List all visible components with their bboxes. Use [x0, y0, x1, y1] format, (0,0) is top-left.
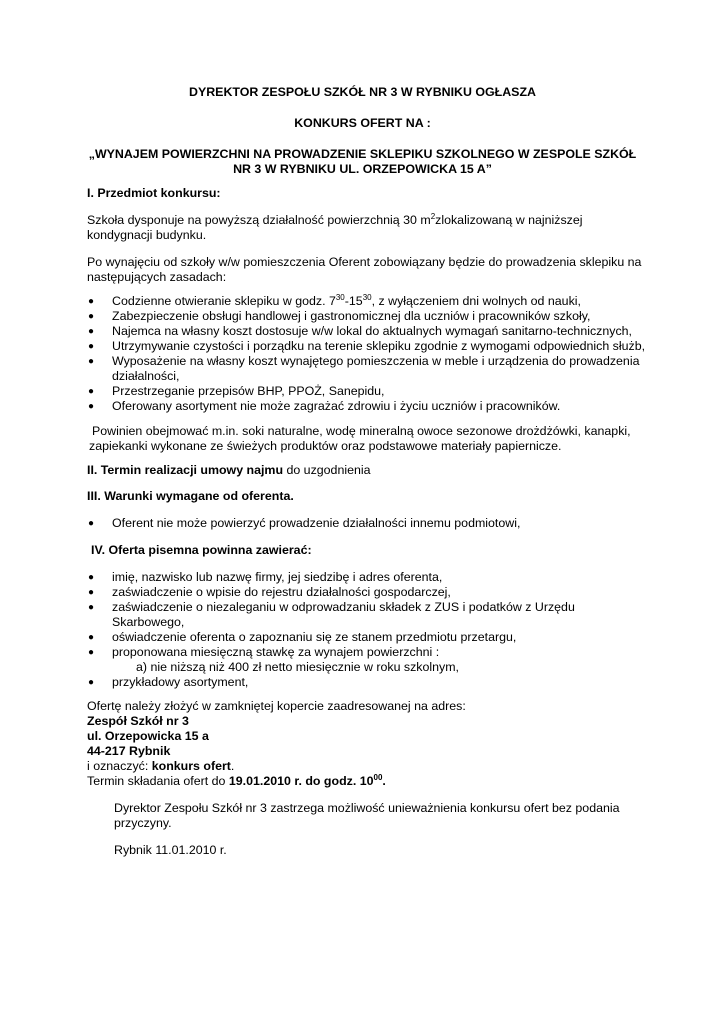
hours-text: Codzienne otwieranie sklepiku w godz. 7	[112, 294, 336, 308]
deadline-date: 19.01.2010 r. do godz. 10	[228, 774, 374, 788]
bullet-dot-icon: ●	[88, 677, 95, 688]
section-4-heading: IV. Oferta pisemna powinna zawierać:	[91, 543, 312, 557]
section-2-heading: II. Termin realizacji umowy najmu	[87, 463, 284, 477]
contest-title: KONKURS OFERT NA :	[294, 116, 431, 130]
envelope-marking	[87, 759, 234, 774]
list-item: imię, nazwisko lub nazwę firmy, jej siedzibę i adres oferenta,	[112, 570, 443, 584]
contest-subject-line1: „WYNAJEM POWIERZCHNI NA PROWADZENIE SKLEPIKU SZKOLNEGO W ZESPOLE SZKÓŁ	[88, 147, 637, 161]
place-and-date: Rybnik 11.01.2010 r.	[114, 843, 227, 857]
marking-text: i oznaczyć:	[87, 759, 152, 773]
list-item: Wyposażenie na własny koszt wynajętego pomieszczenia w meble i urządzenia do prowadzenia	[112, 354, 640, 368]
announcement-header: DYREKTOR ZESPOŁU SZKÓŁ NR 3 W RYBNIKU OGŁASZA	[189, 85, 536, 99]
disclaimer-line2: przyczyny.	[114, 816, 172, 830]
deadline-text: Termin składania ofert do	[87, 774, 229, 788]
disclaimer-line1: Dyrektor Zespołu Szkół nr 3 zastrzega możliwość unieważnienia konkursu ofert bez podania	[114, 801, 620, 815]
hours-text-rest: , z wyłączeniem dni wolnych od nauki,	[371, 294, 581, 308]
section-2	[87, 463, 371, 478]
bullet-dot-icon: ●	[88, 518, 95, 529]
bullet-dot-icon: ●	[88, 647, 95, 658]
deadline-period: .	[382, 774, 386, 788]
bullet-dot-icon: ●	[88, 401, 95, 412]
obligations-intro-line1: Po wynajęciu od szkoły w/w pomieszczenia Oferent zobowiązany będzie do prowadzenia sklepiku na	[87, 255, 642, 269]
area-text: Szkoła dysponuje na powyższą działalność powierzchnią 30 m	[87, 213, 431, 227]
contest-subject-line2: NR 3 W RYBNIKU UL. ORZEPOWICKA 15 A”	[233, 162, 492, 176]
obligations-intro-line2: następujących zasadach:	[87, 270, 227, 284]
address-city: 44-217 Rybnik	[87, 744, 171, 758]
list-item-continuation: działalności,	[112, 369, 180, 383]
area-text-rest: zlokalizowaną w najniższej	[435, 213, 583, 227]
list-item: zaświadczenie o niezaleganiu w odprowadzaniu składek z ZUS i podatków z Urzędu	[112, 600, 575, 614]
address-street: ul. Orzepowicka 15 a	[87, 729, 209, 743]
deadline-superscript: 00	[373, 773, 383, 782]
sub-list-item: a) nie niższą niż 400 zł netto miesięcznie w roku szkolnym,	[136, 660, 459, 674]
list-item-continuation: Skarbowego,	[112, 615, 185, 629]
list-item: Oferowany asortyment nie może zagrażać zdrowiu i życiu uczniów i pracowników.	[112, 399, 561, 413]
bullet-dot-icon: ●	[88, 572, 95, 583]
hours-text-mid: -15	[344, 294, 363, 308]
submission-instruction: Ofertę należy złożyć w zamkniętej kopercie zaadresowanej na adres:	[87, 699, 466, 713]
list-item: Utrzymywanie czystości i porządku na terenie sklepiku zgodnie z wymogami odpowiednich służb,	[112, 339, 646, 353]
list-item: proponowana miesięczną stawkę za wynajem powierzchni :	[112, 645, 440, 659]
list-item	[112, 294, 581, 309]
bullet-dot-icon: ●	[88, 587, 95, 598]
bullet-dot-icon: ●	[88, 386, 95, 397]
area-unit-superscript: 2	[430, 212, 436, 221]
bullet-dot-icon: ●	[88, 311, 95, 322]
list-item: Najemca na własny koszt dostosuje w/w lokal do aktualnych wymagań sanitarno-technicznych,	[112, 324, 632, 338]
list-item: przykładowy asortyment,	[112, 675, 249, 689]
assortment-paragraph-line2: zapiekanki wykonane ze świeżych produktów oraz podstawowe materiały papiernicze.	[89, 439, 562, 453]
hours-superscript-end: 30	[362, 293, 372, 302]
deadline	[87, 774, 386, 789]
bullet-dot-icon: ●	[88, 602, 95, 613]
section-1-heading: I. Przedmiot konkursu:	[87, 186, 221, 200]
list-item: Zabezpieczenie obsługi handlowej i gastronomicznej dla uczniów i pracowników szkoły,	[112, 309, 591, 323]
address-school: Zespół Szkół nr 3	[87, 714, 189, 728]
section-2-text: do uzgodnienia	[283, 463, 371, 477]
bullet-dot-icon: ●	[88, 341, 95, 352]
list-item: Oferent nie może powierzyć prowadzenie działalności innemu podmiotowi,	[112, 516, 521, 530]
section-3-heading: III. Warunki wymagane od oferenta.	[87, 489, 294, 503]
bullet-dot-icon: ●	[88, 356, 95, 367]
list-item: Przestrzeganie przepisów BHP, PPOŻ, Sanepidu,	[112, 384, 385, 398]
list-item: oświadczenie oferenta o zapoznaniu się ze stanem przedmiotu przetargu,	[112, 630, 517, 644]
list-item: zaświadczenie o wpisie do rejestru działalności gospodarczej,	[112, 585, 451, 599]
marking-period: .	[230, 759, 235, 773]
hours-superscript-start: 30	[335, 293, 345, 302]
marking-bold: konkurs ofert	[151, 759, 231, 773]
area-paragraph-line2: kondygnacji budynku.	[87, 228, 207, 242]
bullet-dot-icon: ●	[88, 632, 95, 643]
area-paragraph-line1	[87, 213, 583, 228]
bullet-dot-icon: ●	[88, 326, 95, 337]
assortment-paragraph-line1: Powinien obejmować m.in. soki naturalne, wodę mineralną owoce sezonowe drożdżówki, kanapki,	[92, 424, 631, 438]
bullet-dot-icon: ●	[88, 296, 95, 307]
